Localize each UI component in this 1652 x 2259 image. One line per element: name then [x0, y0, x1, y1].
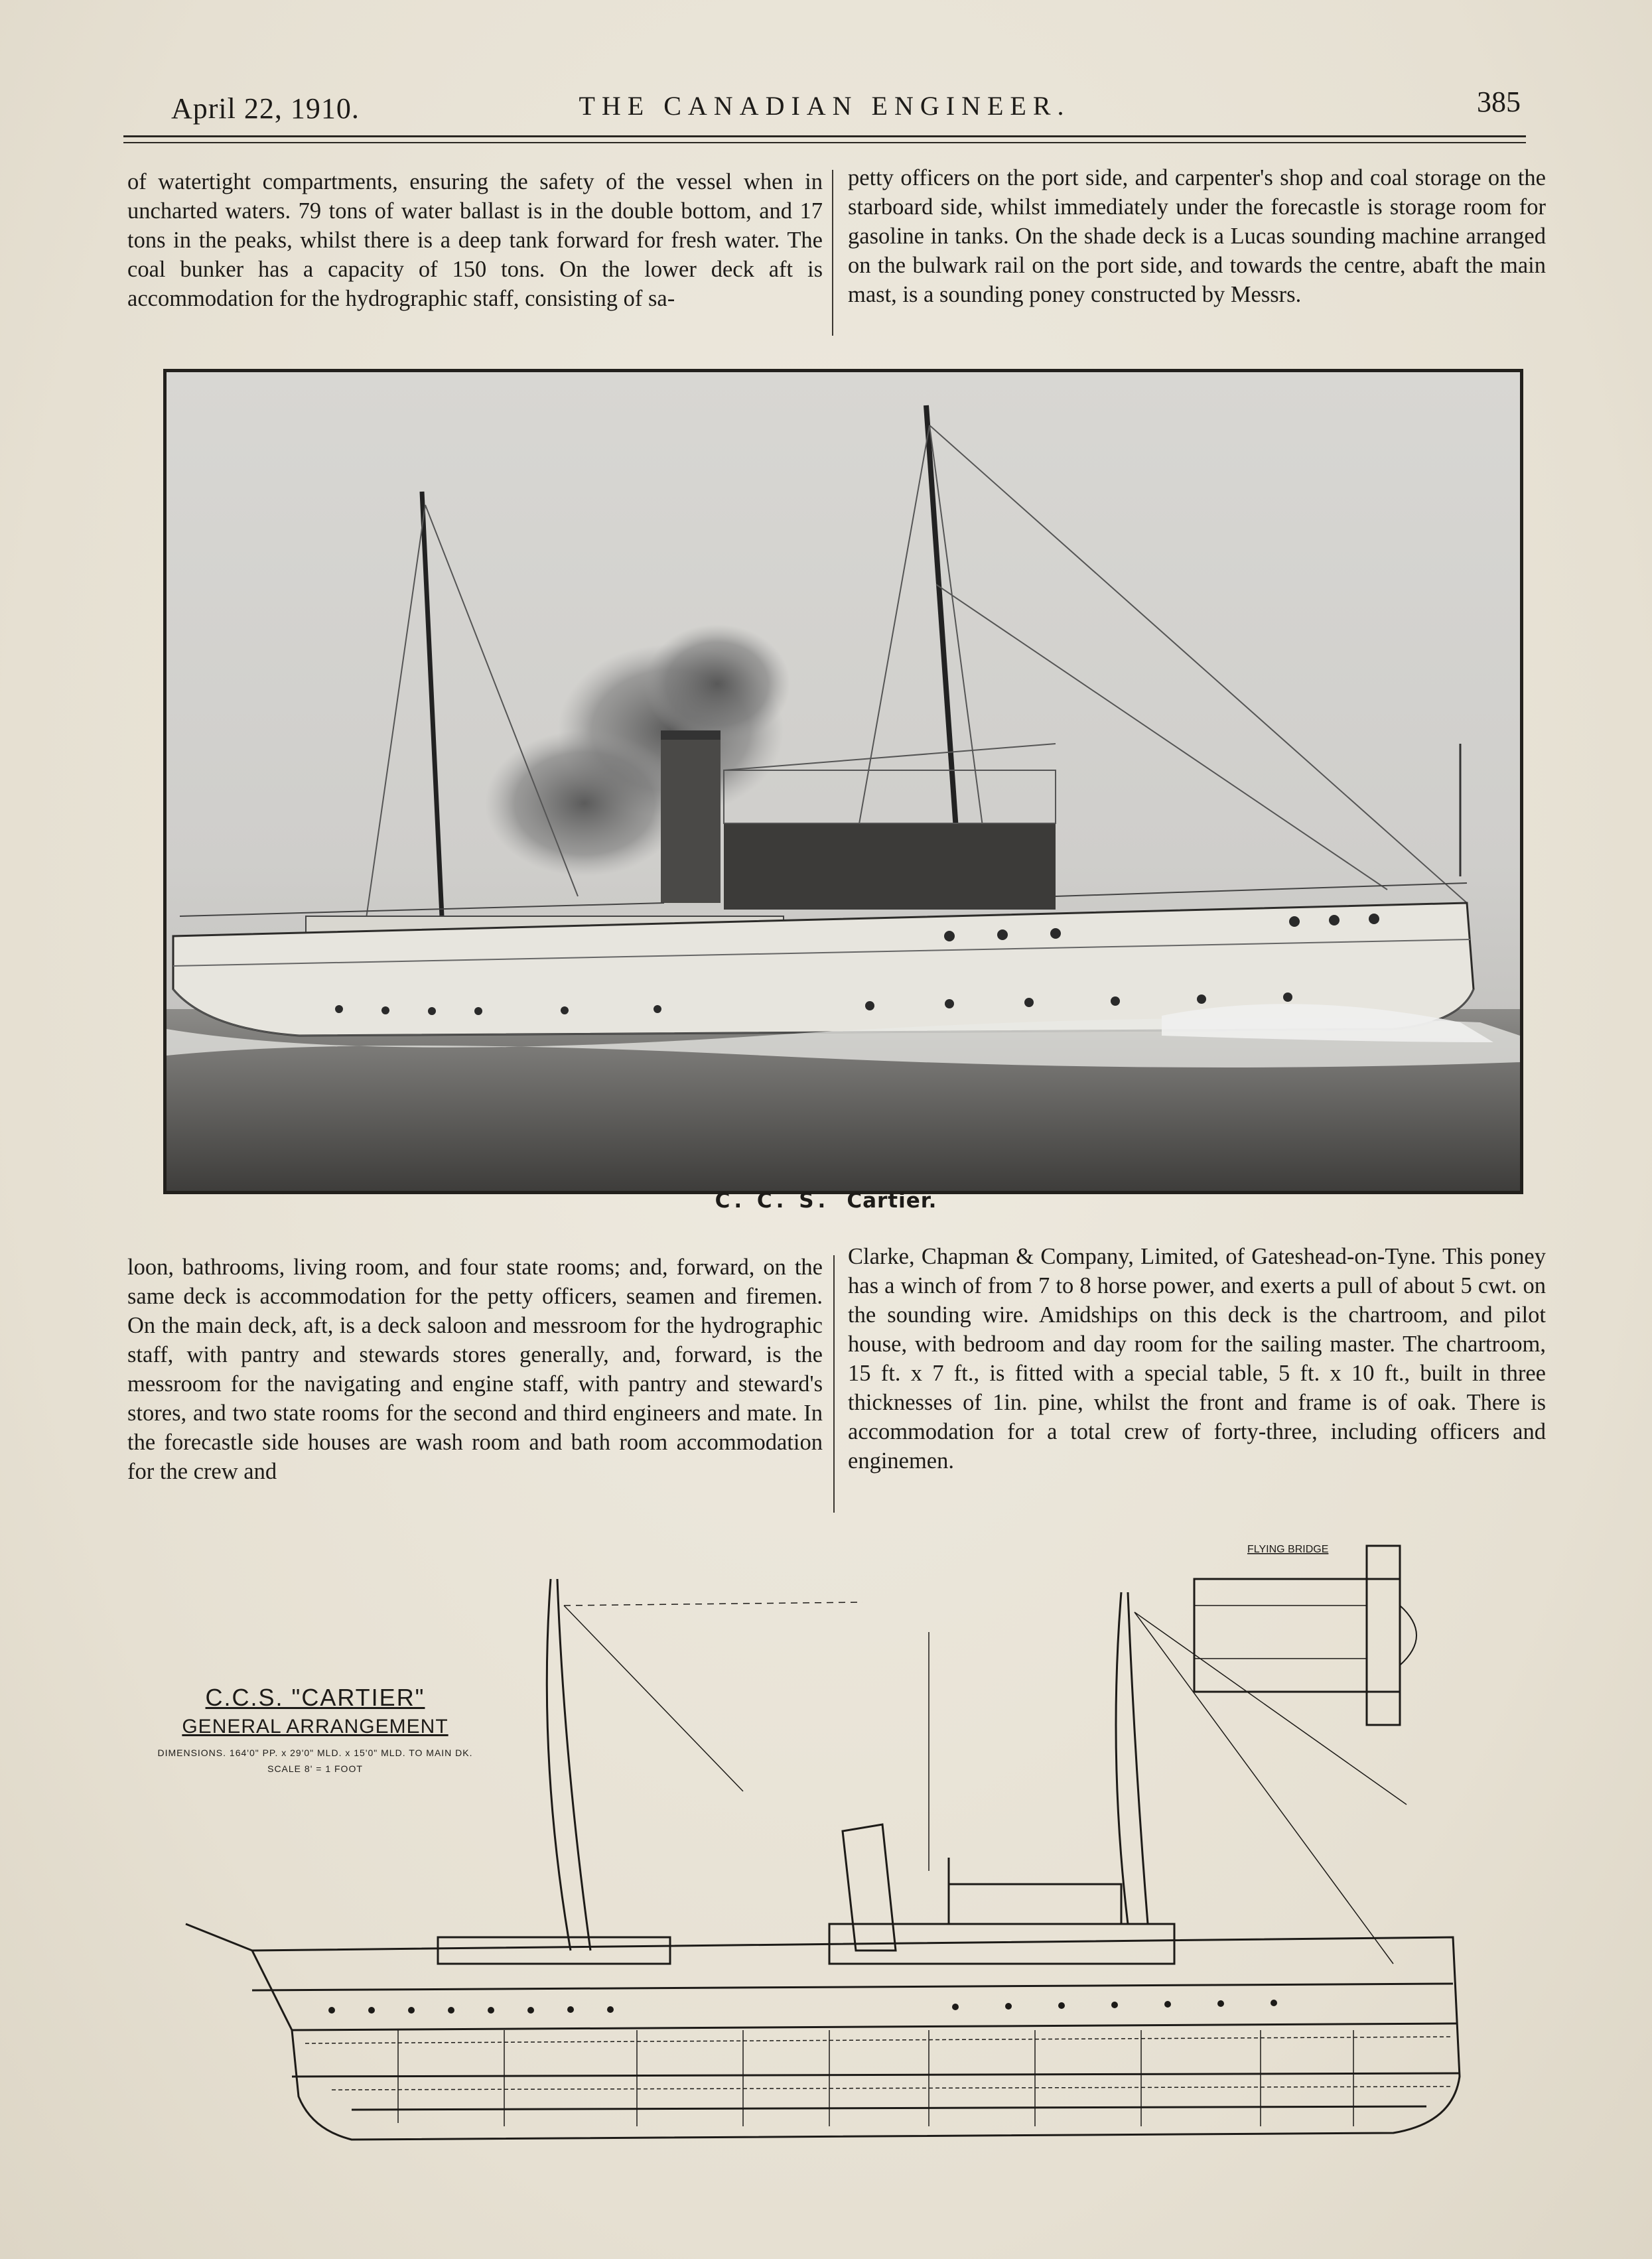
header-rule-thin: [123, 142, 1526, 143]
header-rule: [123, 135, 1526, 137]
drawing-scale: SCALE 8' = 1 FOOT: [267, 1763, 363, 1774]
flying-bridge-label: FLYING BRIDGE: [1247, 1544, 1329, 1555]
top-left-paragraph: of watertight compartments, ensuring the safety of the vessel when in uncharted waters. 79 tons of water ballast is in the double bottom, and 17 tons in the peaks, whilst there is a deep tank forward for fresh water. The coal bunker has a capacity of 150 tons. On the lower deck aft is accommodation for the hydrographic staff, consisting of sa-: [127, 169, 823, 311]
ship-photograph: [163, 369, 1523, 1194]
caption-ship-name: Cartier.: [847, 1189, 937, 1213]
issue-date: April 22, 1910.: [171, 92, 360, 125]
caption-prefix: C. C. S.: [715, 1189, 830, 1213]
photo-caption: [0, 1189, 1652, 1213]
drawing-title: C.C.S. "CARTIER": [205, 1684, 425, 1711]
bottom-right-paragraph: Clarke, Chapman & Company, Limited, of Gateshead-on-Tyne. This poney has a winch of from 7 to 8 horse power, and exerts a pull of about 5 cwt. on the sounding wire. Amidships on this deck is the chartroom, and pilot house, with bedroom and day room for the sailing master. The chartroom, 15 ft. x 7 ft., is fitted with a special table, 5 ft. x 10 ft., built in three thicknesses of 1in. pine, whilst the front and frame is of oak. There is accommodation for a total crew of forty-three, including officers and enginemen.: [848, 1244, 1546, 1473]
ship-photo-image: [167, 372, 1520, 1191]
drawing-subtitle: GENERAL ARRANGEMENT: [182, 1716, 448, 1738]
journal-title: THE CANADIAN ENGINEER.: [579, 91, 1071, 121]
top-right-paragraph: petty officers on the port side, and carpenter's shop and coal storage on the starboard side, whilst immediately under the forecastle is storage room for gasoline in tanks. On the shade deck is a Lucas sounding machine arranged on the bulwark rail on the port side, and towards the centre, abaft the main mast, is a sounding poney constructed by Messrs.: [848, 165, 1546, 307]
drawing-title-block: [133, 1684, 498, 1774]
bottom-right-column: [848, 1242, 1546, 1507]
top-left-column: [127, 167, 823, 346]
page-number: 385: [1477, 86, 1521, 118]
general-arrangement-drawing: [133, 1526, 1526, 2163]
drawing-dimensions: DIMENSIONS. 164'0" PP. x 29'0" MLD. x 15'0" MLD. TO MAIN DK.: [157, 1747, 473, 1758]
bottom-left-paragraph: loon, bathrooms, living room, and four state rooms; and, forward, on the same deck is accommodation for the petty officers, seamen and firemen. On the main deck, aft, is a deck saloon and messroom for the hydrographic staff, with pantry and stewards stores generally, and, forward, is the messroom for the navigating and engine staff, with pantry and steward's stores, and two state rooms for the second and third engineers and mate. In the forecastle side houses are wash room and bath room accommodation for the crew and: [127, 1255, 823, 1484]
page-header: [123, 85, 1526, 131]
column-divider: [832, 170, 833, 336]
top-right-column: [848, 163, 1546, 342]
column-divider-lower: [833, 1255, 835, 1513]
ship-plan-image: [133, 1526, 1526, 2163]
bottom-left-column: [127, 1253, 823, 1518]
